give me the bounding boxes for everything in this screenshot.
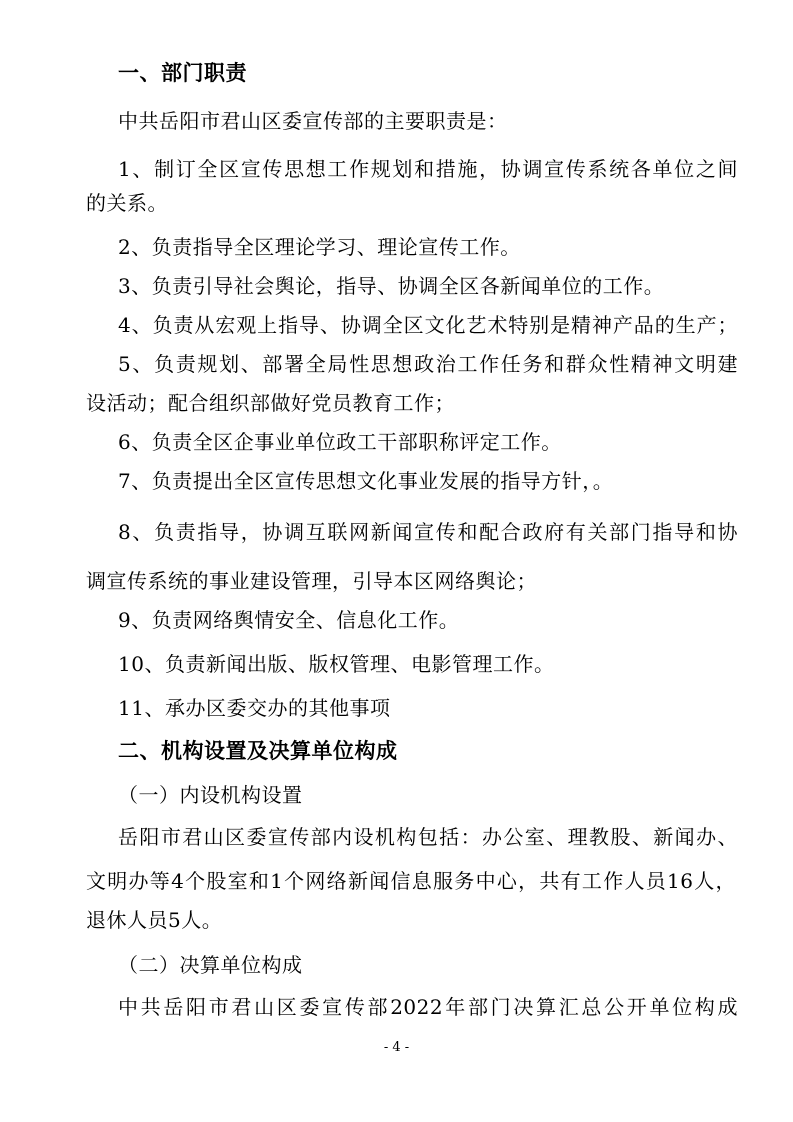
duty-item-5-line2: 设活动；配合组织部做好党员教育工作； (86, 391, 455, 415)
internal-structure-line1: 岳阳市君山区委宣传部内设机构包括：办公室、理教股、新闻办、 (118, 825, 738, 849)
duties-intro: 中共岳阳市君山区委宣传部的主要职责是： (118, 109, 508, 133)
duty-item-8-line1: 8、负责指导，协调互联网新闻宣传和配合政府有关部门指导和协 (118, 520, 738, 544)
subsection-title-unit-composition: （二）决算单位构成 (118, 953, 303, 977)
duty-item-6: 6、负责全区企事业单位政工干部职称评定工作。 (118, 430, 562, 454)
duty-item-8-line2: 调宣传系统的事业建设管理，引导本区网络舆论； (86, 569, 537, 593)
duty-item-9: 9、负责网络舆情安全、信息化工作。 (118, 608, 460, 632)
duty-item-1-line1: 1、制订全区宣传思想工作规划和措施，协调宣传系统各单位之间 (118, 157, 738, 181)
duty-item-11: 11、承办区委交办的其他事项 (118, 696, 391, 720)
duty-item-7: 7、负责提出全区宣传思想文化事业发展的指导方针，。 (118, 469, 614, 493)
duty-item-4: 4、负责从宏观上指导、协调全区文化艺术特别是精神产品的生产； (118, 313, 738, 337)
section-heading-duties: 一、部门职责 (118, 61, 247, 85)
internal-structure-line2: 文明办等4个股室和1个网络新闻信息服务中心，共有工作人员16人， (86, 869, 736, 893)
duty-item-2: 2、负责指导全区理论学习、理论宣传工作。 (118, 235, 521, 259)
unit-composition-line1: 中共岳阳市君山区委宣传部2022年部门决算汇总公开单位构成 (118, 995, 738, 1019)
duty-item-5-line1: 5、负责规划、部署全局性思想政治工作任务和群众性精神文明建 (118, 352, 738, 376)
duty-item-3: 3、负责引导社会舆论，指导、协调全区各新闻单位的工作。 (118, 274, 665, 298)
duty-item-10: 10、负责新闻出版、版权管理、电影管理工作。 (118, 652, 555, 676)
subsection-title-internal-structure: （一）内设机构设置 (118, 783, 303, 807)
internal-structure-line3: 退休人员5人。 (86, 908, 223, 932)
page-number: - 4 - (383, 1040, 410, 1055)
section-heading-structure: 二、机构设置及决算单位构成 (118, 739, 398, 763)
duty-item-1-line2: 的关系。 (86, 191, 168, 215)
